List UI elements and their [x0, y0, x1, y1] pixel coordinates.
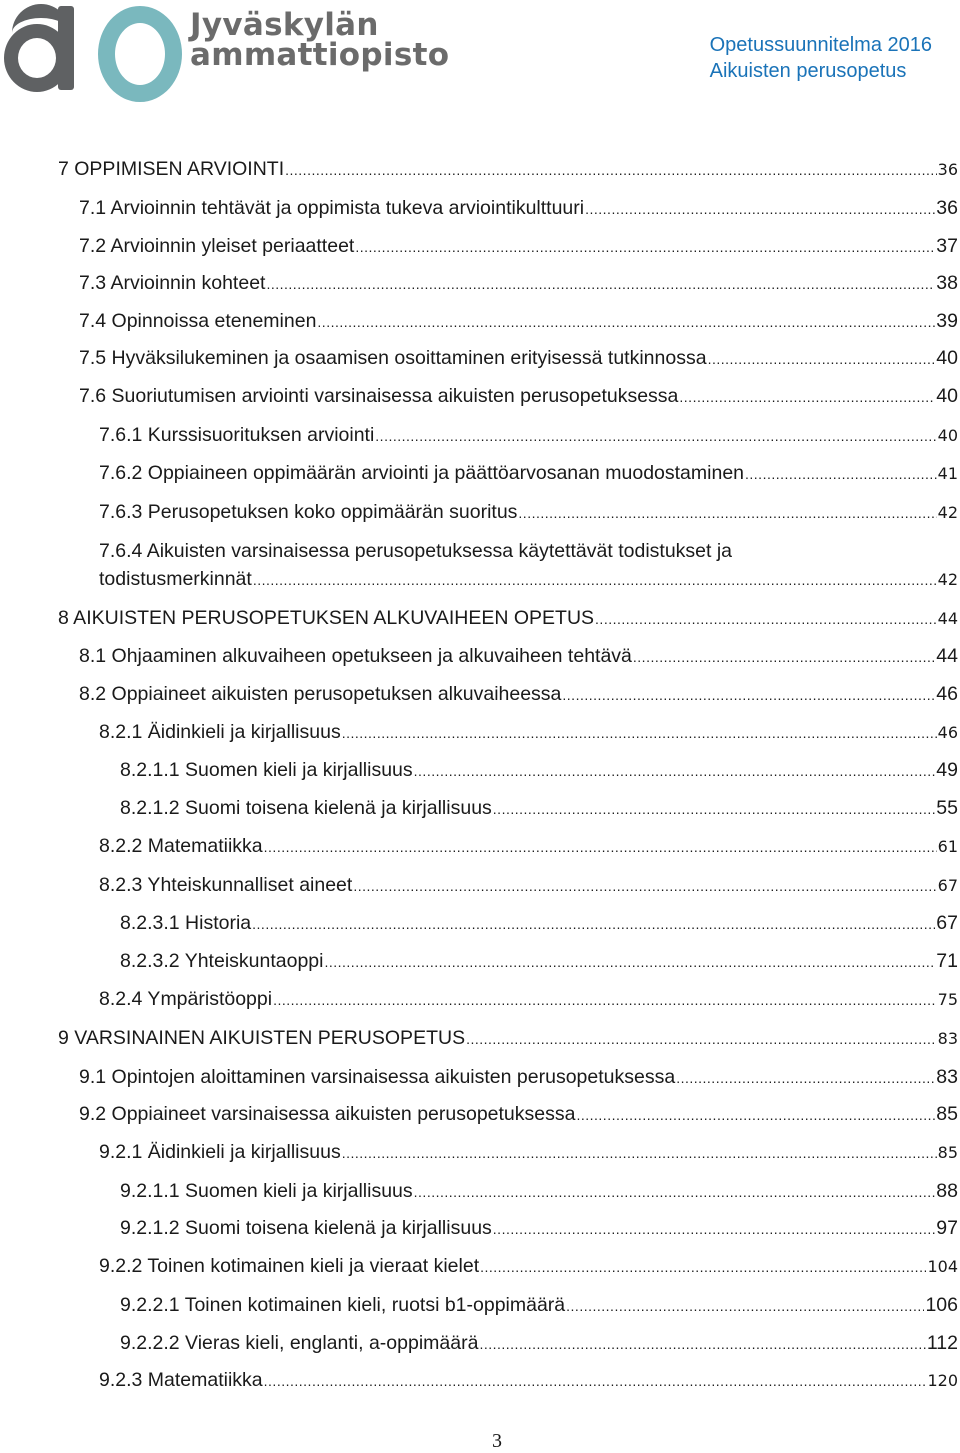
- toc-page-number: 40: [936, 347, 958, 369]
- toc-entry[interactable]: [99, 424, 958, 447]
- toc-entry-title: 7.4 Opinnoissa eteneminen: [79, 310, 317, 332]
- dot-leader: [562, 687, 935, 703]
- dot-leader: [633, 649, 935, 665]
- toc-entry-title: 9 VARSINAINEN AIKUISTEN PERUSOPETUS: [58, 1027, 466, 1049]
- dot-leader: [585, 201, 935, 217]
- toc-page-number: 46: [937, 723, 958, 742]
- toc-page-number: 85: [936, 1103, 958, 1125]
- toc-entry-title: 9.1 Opintojen aloittaminen varsinaisessa aikuisten perusopetuksessa: [79, 1066, 676, 1088]
- toc-entry[interactable]: [79, 645, 958, 668]
- toc-page-number: 67: [937, 876, 958, 895]
- dot-leader: [273, 992, 937, 1008]
- toc-entry-title: todistusmerkinnät: [99, 568, 252, 590]
- toc-entry-title: 9.2.1 Äidinkieli ja kirjallisuus: [99, 1141, 341, 1163]
- toc-entry[interactable]: [99, 721, 958, 744]
- toc-entry-title: 8.2.1.1 Suomen kieli ja kirjallisuus: [120, 759, 413, 781]
- toc-entry[interactable]: [79, 1103, 958, 1126]
- toc-entry[interactable]: [99, 568, 958, 591]
- toc-entry[interactable]: [58, 607, 958, 630]
- toc-page-number: 38: [936, 272, 958, 294]
- toc-page-number: 67: [936, 912, 958, 934]
- logo-letter-a-stem: [58, 6, 74, 90]
- dot-leader: [375, 428, 936, 444]
- toc-page-number: 41: [937, 464, 958, 483]
- toc-page-number: 55: [936, 797, 958, 819]
- toc-entry[interactable]: [99, 835, 958, 858]
- dot-leader: [576, 1107, 935, 1123]
- toc-entry[interactable]: [120, 1294, 958, 1317]
- toc-page-number: 49: [936, 759, 958, 781]
- document-info: [710, 32, 932, 84]
- toc-entry-title: 8.2.2 Matematiikka: [99, 835, 263, 857]
- toc-page-number: 44: [937, 609, 958, 628]
- toc-entry-title: 7.6.1 Kurssisuorituksen arviointi: [99, 424, 375, 446]
- toc-entry-title: 7 OPPIMISEN ARVIOINTI: [58, 158, 285, 180]
- toc-entry-title: 7.3 Arvioinnin kohteet: [79, 272, 266, 294]
- toc-entry[interactable]: [79, 197, 958, 220]
- toc-page-number: 112: [926, 1332, 958, 1354]
- toc-entry-title: 8.2.3 Yhteiskunnalliset aineet: [99, 874, 353, 896]
- dot-leader: [353, 878, 936, 894]
- toc-page-number: 75: [937, 990, 958, 1009]
- toc-page-number: 37: [936, 235, 958, 257]
- logo-letter-o: [98, 6, 182, 102]
- toc-entry-title: 8.2.4 Ympäristöoppi: [99, 988, 273, 1010]
- toc-page-number: 36: [936, 197, 958, 219]
- toc-entry[interactable]: [99, 501, 958, 524]
- toc-entry[interactable]: [120, 1332, 958, 1355]
- dot-leader: [479, 1336, 925, 1352]
- dot-leader: [676, 1070, 935, 1086]
- toc-page-number: 42: [937, 503, 958, 522]
- toc-entry[interactable]: [99, 988, 958, 1011]
- toc-entry-title: 8.2 Oppiaineet aikuisten perusopetuksen alkuvaiheessa: [79, 683, 562, 705]
- toc-entry-title: 9.2.1.1 Suomen kieli ja kirjallisuus: [120, 1180, 413, 1202]
- toc-page-number: 42: [937, 570, 958, 589]
- dot-leader: [708, 351, 936, 367]
- page-header: [0, 0, 960, 110]
- dot-leader: [745, 466, 937, 482]
- toc-entry-title: 8.2.3.1 Historia: [120, 912, 252, 934]
- logo-line-1: Jyväskylän: [190, 7, 379, 43]
- dot-leader: [414, 1184, 936, 1200]
- logo-line-2: ammattiopisto: [190, 37, 450, 73]
- toc-entry-title: 8.2.1.2 Suomi toisena kielenä ja kirjallisuus: [120, 797, 492, 819]
- dot-leader: [285, 162, 937, 178]
- dot-leader: [493, 1221, 936, 1237]
- dot-leader: [264, 1373, 927, 1389]
- toc-entry-title: 9.2 Oppiaineet varsinaisessa aikuisten perusopetuksessa: [79, 1103, 576, 1125]
- toc-page-number: 85: [937, 1143, 958, 1162]
- toc-entry-title: 9.2.2.1 Toinen kotimainen kieli, ruotsi b1-oppimäärä: [120, 1294, 566, 1316]
- toc-entry[interactable]: [120, 912, 958, 935]
- toc-entry[interactable]: [99, 462, 958, 485]
- document-subtitle: Aikuisten perusopetus: [709, 60, 907, 82]
- toc-entry-title: 7.6.3 Perusopetuksen koko oppimäärän suoritus: [99, 501, 518, 523]
- dot-leader: [355, 239, 935, 255]
- toc-entry[interactable]: [99, 874, 958, 897]
- dot-leader: [493, 801, 936, 817]
- toc-entry[interactable]: [79, 347, 958, 370]
- toc-entry[interactable]: [120, 950, 958, 973]
- toc-entry-title: 7.5 Hyväksilukeminen ja osaamisen osoittaminen erityisessä tutkinnossa: [79, 347, 707, 369]
- toc-entry[interactable]: [120, 797, 958, 820]
- toc-page-number: 83: [936, 1066, 958, 1088]
- toc-entry[interactable]: [120, 1180, 958, 1203]
- dot-leader: [595, 611, 937, 627]
- toc-entry[interactable]: [120, 1217, 958, 1240]
- toc-entry-title: 8 AIKUISTEN PERUSOPETUKSEN ALKUVAIHEEN OPETUS: [58, 607, 595, 629]
- toc-entry-title: 8.1 Ohjaaminen alkuvaiheen opetukseen ja alkuvaiheen tehtävä: [79, 645, 632, 667]
- toc-entry-title: 8.2.1 Äidinkieli ja kirjallisuus: [99, 721, 341, 743]
- dot-leader: [266, 276, 935, 292]
- dot-leader: [414, 763, 936, 779]
- toc-page-number: 61: [937, 837, 958, 856]
- toc-entry-title: 7.2 Arvioinnin yleiset periaatteet: [79, 235, 355, 257]
- toc-entry-title: 8.2.3.2 Yhteiskuntaoppi: [120, 950, 324, 972]
- toc-entry-title: 9.2.1.2 Suomi toisena kielenä ja kirjallisuus: [120, 1217, 492, 1239]
- toc-entry-title: 7.6 Suoriutumisen arviointi varsinaisessa aikuisten perusopetuksessa: [79, 385, 679, 407]
- toc-entry[interactable]: [79, 683, 958, 706]
- dot-leader: [324, 954, 935, 970]
- toc-entry[interactable]: [79, 1066, 958, 1089]
- toc-entry[interactable]: [58, 1027, 958, 1050]
- toc-page-number: 104: [927, 1257, 958, 1276]
- toc-page-number: 46: [936, 683, 958, 705]
- toc-entry[interactable]: [99, 1255, 958, 1278]
- dot-leader: [679, 389, 935, 405]
- logo: [0, 0, 450, 100]
- toc-entry[interactable]: [99, 1369, 958, 1392]
- dot-leader: [264, 839, 937, 855]
- document-title: Opetussuunnitelma 2016: [709, 34, 932, 56]
- toc-page-number: 120: [927, 1371, 958, 1390]
- toc-page-number: 106: [925, 1294, 958, 1316]
- toc-page-number: 88: [936, 1180, 958, 1202]
- dot-leader: [253, 572, 937, 588]
- toc-entry-title: 9.2.2.2 Vieras kieli, englanti, a-oppimäärä: [120, 1332, 479, 1354]
- dot-leader: [566, 1298, 924, 1314]
- dot-leader: [466, 1031, 937, 1047]
- page-number: 3: [492, 1430, 502, 1452]
- toc-entry[interactable]: [79, 235, 958, 258]
- logo-wordmark: [190, 7, 450, 73]
- dot-leader: [342, 1145, 937, 1161]
- toc-entry[interactable]: [58, 158, 958, 181]
- dot-leader: [252, 916, 935, 932]
- toc-entry-title: 9.2.3 Matematiikka: [99, 1369, 263, 1391]
- toc-entry-title: 9.2.2 Toinen kotimainen kieli ja vieraat kielet: [99, 1255, 480, 1277]
- toc-entry[interactable]: [79, 310, 958, 333]
- toc-page-number: 71: [936, 950, 958, 972]
- toc-page-number: 83: [937, 1029, 958, 1048]
- toc-page-number: 36: [937, 160, 958, 179]
- dot-leader: [317, 314, 935, 330]
- toc-entry[interactable]: [79, 385, 958, 408]
- toc-entry[interactable]: [120, 759, 958, 782]
- toc-page-number: 40: [937, 426, 958, 445]
- dot-leader: [342, 725, 937, 741]
- toc-entry-text: 7.6.4 Aikuisten varsinaisessa perusopetuksessa käytettävät todistukset ja: [99, 540, 733, 562]
- toc-page-number: 44: [936, 645, 958, 667]
- toc-entry-title: 7.1 Arvioinnin tehtävät ja oppimista tukeva arviointikulttuuri: [79, 197, 585, 219]
- toc-entry-title: 7.6.2 Oppiaineen oppimäärän arviointi ja päättöarvosanan muodostaminen: [99, 462, 745, 484]
- dot-leader: [480, 1259, 926, 1275]
- toc-page-number: 40: [936, 385, 958, 407]
- toc-page-number: 97: [936, 1217, 958, 1239]
- toc-entry[interactable]: [79, 272, 958, 295]
- dot-leader: [518, 505, 936, 521]
- toc-entry[interactable]: [99, 1141, 958, 1164]
- toc-page-number: 39: [936, 310, 958, 332]
